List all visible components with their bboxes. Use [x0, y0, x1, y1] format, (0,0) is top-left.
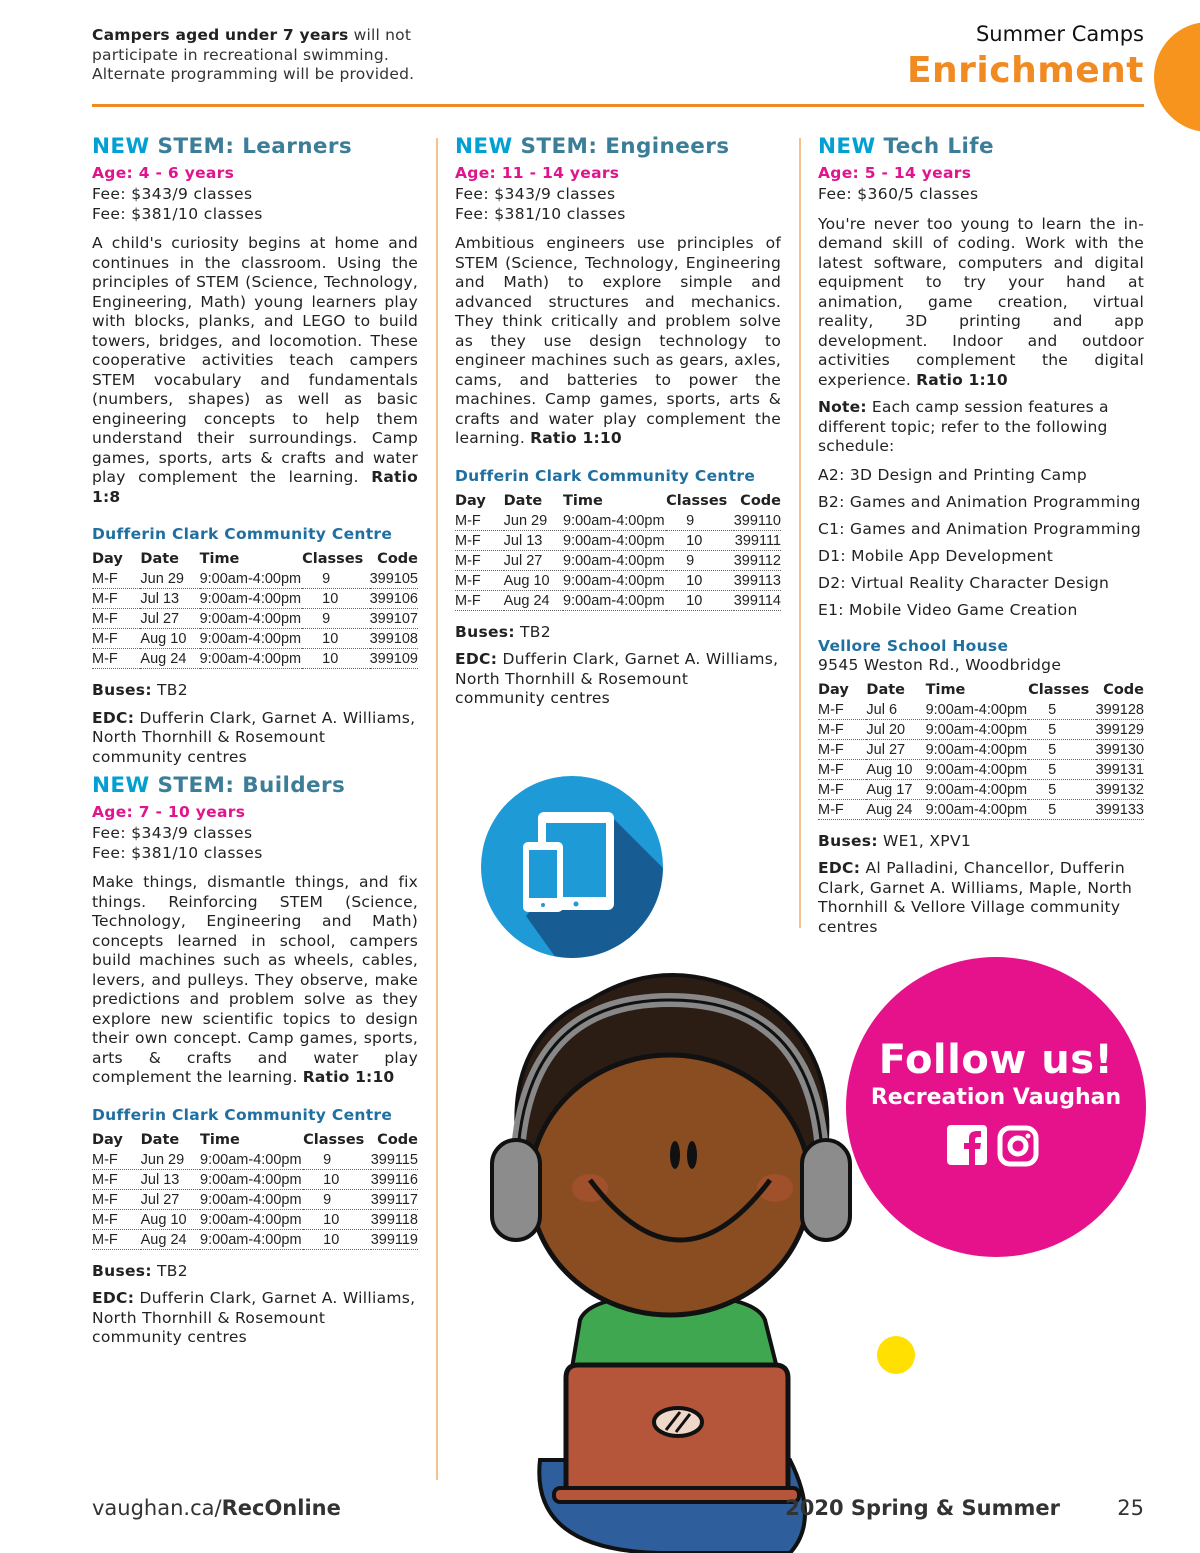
table-cell: 399109: [370, 649, 418, 669]
column-header: Day: [92, 1131, 123, 1148]
table-row: [92, 589, 418, 609]
techlife-buses: [818, 832, 1144, 852]
table-cell: M-F: [455, 530, 504, 550]
column-divider-2: [799, 138, 801, 928]
title-text: STEM: Engineers: [512, 134, 730, 159]
table-cell: 9:00am-4:00pm: [925, 701, 1028, 718]
column-header: Time: [563, 492, 603, 509]
table-cell: Jun 29: [141, 1150, 200, 1170]
edc-value: Dufferin Clark, Garnet A. Williams, North Thornhill & Rosemount community centres: [455, 650, 779, 707]
techlife-section: [818, 134, 1144, 937]
table-cell: Aug 24: [866, 799, 925, 819]
table-row: [92, 1150, 418, 1170]
table-cell: Jul 13: [140, 589, 199, 609]
new-tag: NEW: [818, 134, 876, 159]
column-header: Classes: [303, 1131, 365, 1148]
description-text: A child's curiosity begins at home and continues in the classroom. Using the principles of STEM (Science, Technology, Engineering, Math) young learners play with blocks, planks, and LEGO to build towers, bridges, and locomotion. These cooperative activities teach campers STEM vocabulary and fundamentals (numbers, shapes) as well as basic engineering concepts to help them understand their surroundings. Camp games, sports, arts & crafts and water play complement the learning.: [92, 234, 418, 486]
buses-label: Buses:: [92, 1261, 152, 1280]
table-cell: 399110: [733, 512, 781, 529]
topic-item: B2: Games and Animation Programming: [818, 492, 1141, 511]
fee-line: Fee: $343/9 classes: [92, 185, 253, 203]
table-header-row: [92, 1132, 418, 1150]
builders-age: Age: 7 - 10 years: [92, 803, 246, 821]
new-tag: NEW: [92, 773, 150, 798]
table-row: [92, 569, 418, 589]
table-cell: 399128: [1095, 701, 1144, 718]
table-cell: 10: [302, 649, 369, 669]
table-cell: 399129: [1096, 719, 1144, 739]
column-header: Classes: [666, 492, 728, 509]
table-cell: M-F: [92, 1209, 141, 1229]
table-cell: M-F: [818, 799, 866, 819]
edc-label: EDC:: [818, 859, 861, 877]
column-header: Time: [199, 551, 240, 567]
buses-label: Buses:: [818, 831, 878, 850]
table-cell: 399118: [371, 1209, 418, 1229]
edc-label: EDC:: [92, 1289, 135, 1307]
title-text: STEM: Builders: [149, 773, 346, 798]
engineers-schedule-table: [455, 493, 781, 611]
column-header: Code: [740, 492, 781, 509]
builders-location: Dufferin Clark Community Centre: [92, 1105, 393, 1124]
table-row: [455, 511, 781, 531]
table-cell: Aug 24: [140, 649, 199, 669]
new-tag: NEW: [455, 134, 513, 159]
note-text: will not participate in recreational swimming. Alternate programming will be provided.: [92, 26, 415, 83]
description-text: Ambitious engineers use principles of STEM (Science, Technology, Engineering and Math) to explore simple and advanced structures and mechanics. They think critically and problem solve as they use design technology to engineer machines such as gears, axles, cams, and batteries to power the machines. Camp games, sports, arts & crafts and water play complement the learning.: [455, 234, 781, 447]
column-header: Code: [377, 1131, 418, 1148]
table-cell: M-F: [818, 719, 866, 739]
builders-title: [92, 773, 418, 799]
devices-illustration: [481, 776, 663, 958]
table-cell: M-F: [818, 759, 866, 779]
builders-edc: [92, 1289, 418, 1348]
learners-schedule-table: [92, 551, 418, 669]
table-cell: 9:00am-4:00pm: [200, 1229, 303, 1249]
table-row: [92, 1209, 418, 1229]
page-number: 25: [1117, 1496, 1144, 1520]
table-cell: M-F: [92, 569, 140, 589]
table-cell: Jul 27: [141, 1189, 200, 1209]
table-cell: 399107: [370, 609, 418, 629]
table-cell: M-F: [92, 1229, 141, 1249]
engineers-location: Dufferin Clark Community Centre: [455, 466, 756, 485]
table-cell: M-F: [92, 1189, 141, 1209]
table-row: [818, 799, 1144, 819]
table-cell: 9:00am-4:00pm: [563, 512, 665, 529]
table-cell: 399130: [1096, 739, 1144, 759]
table-cell: Jul 27: [866, 739, 925, 759]
table-cell: 9:00am-4:00pm: [200, 1151, 302, 1168]
table-cell: 5: [1028, 719, 1095, 739]
techlife-address: 9545 Weston Rd., Woodbridge: [818, 655, 1062, 674]
column-header: Time: [925, 681, 966, 698]
table-cell: 9: [302, 569, 369, 589]
table-cell: Jul 27: [504, 550, 563, 570]
fee-line: Fee: $343/9 classes: [92, 824, 253, 842]
devices-icon: [481, 776, 663, 958]
table-row: [455, 590, 781, 610]
table-cell: 5: [1028, 759, 1095, 779]
techlife-title: [818, 134, 1144, 160]
table-cell: 9: [303, 1189, 371, 1209]
table-cell: M-F: [92, 629, 140, 649]
buses-label: Buses:: [92, 681, 152, 699]
buses-value: WE1, XPV1: [877, 831, 972, 850]
techlife-description: [818, 215, 1144, 391]
table-cell: 10: [666, 530, 734, 550]
topic-item: D1: Mobile App Development: [818, 546, 1054, 565]
table-cell: 399112: [734, 550, 781, 570]
table-row: [92, 649, 418, 669]
fee-line: Fee: $381/10 classes: [92, 843, 263, 862]
engineers-fees: [455, 185, 781, 224]
edc-value: Dufferin Clark, Garnet A. Williams, North Thornhill & Rosemount community centres: [92, 1289, 416, 1346]
table-cell: Jul 20: [866, 719, 925, 739]
table-cell: 9:00am-4:00pm: [563, 530, 666, 550]
facebook-icon[interactable]: [947, 1125, 991, 1167]
buses-value: TB2: [151, 681, 188, 699]
table-cell: Aug 24: [504, 590, 563, 610]
table-row: [92, 629, 418, 649]
table-row: [818, 700, 1144, 720]
table-cell: 9:00am-4:00pm: [200, 629, 303, 649]
table-cell: M-F: [92, 589, 140, 609]
learners-buses: [92, 681, 418, 701]
table-cell: 9:00am-4:00pm: [199, 571, 302, 587]
table-cell: 9: [666, 511, 734, 531]
table-cell: 399115: [370, 1151, 418, 1168]
table-cell: 5: [1028, 739, 1095, 759]
techlife-age: Age: 5 - 14 years: [818, 164, 972, 182]
table-cell: Aug 10: [140, 629, 199, 649]
engineers-buses: [455, 623, 781, 643]
description-text: Make things, dismantle things, and fix things. Reinforcing STEM (Science, Technology, Engineering and Math) concepts learned in school, campers build machines such as wheels, cables, levers, and pulleys. They observe, make predictions and problem solve as they explore new scientific topics to design their own concept. Camp games, sports, arts & crafts and water play complement the learning.: [92, 873, 418, 1086]
follow-subtitle: Recreation Vaughan: [870, 1085, 1122, 1110]
table-cell: 399114: [734, 590, 781, 610]
learners-age: Age: 4 - 6 years: [92, 164, 235, 182]
new-tag: NEW: [92, 134, 150, 159]
learners-edc: [92, 709, 418, 768]
note-bold-text: Campers aged under 7 years: [92, 26, 349, 44]
learners-location: Dufferin Clark Community Centre: [92, 525, 393, 543]
table-cell: M-F: [455, 570, 504, 590]
decorative-yellow-dot: [877, 1336, 915, 1374]
instagram-icon[interactable]: [997, 1125, 1039, 1167]
table-cell: 9:00am-4:00pm: [200, 1189, 303, 1209]
url-bold: RecOnline: [221, 1496, 341, 1520]
table-cell: 9:00am-4:00pm: [563, 550, 666, 570]
table-row: [455, 530, 781, 550]
note-text: Each camp session features a different topic; refer to the following schedule:: [818, 398, 1109, 455]
column-header: Day: [455, 492, 486, 509]
table-cell: 5: [1028, 779, 1095, 799]
table-cell: 9:00am-4:00pm: [926, 779, 1029, 799]
ratio: Ratio 1:10: [916, 370, 1008, 389]
table-cell: 9:00am-4:00pm: [200, 1169, 303, 1189]
table-cell: 399131: [1096, 759, 1144, 779]
table-cell: 10: [302, 629, 369, 649]
title-text: STEM: Learners: [149, 134, 353, 159]
learners-description: [92, 234, 418, 507]
builders-buses: [92, 1262, 418, 1282]
techlife-fees: [818, 185, 1144, 205]
edc-label: EDC:: [455, 650, 498, 668]
note-label: Note:: [818, 398, 867, 416]
kid-with-laptop-illustration: [470, 960, 870, 1553]
table-cell: Aug 17: [866, 779, 925, 799]
table-row: [818, 759, 1144, 779]
column-header: Date: [140, 1131, 180, 1148]
topic-item: C1: Games and Animation Programming: [818, 519, 1141, 538]
table-cell: 10: [303, 1229, 371, 1249]
header-rule: [92, 104, 1144, 107]
table-cell: M-F: [92, 609, 140, 629]
column-header: Date: [866, 681, 906, 698]
column-header: Date: [503, 492, 543, 509]
table-cell: M-F: [818, 700, 866, 720]
table-cell: 399113: [734, 570, 781, 590]
table-cell: 399116: [371, 1169, 418, 1189]
follow-us-badge: [846, 957, 1146, 1257]
engineers-title: [455, 134, 781, 160]
buses-value: TB2: [151, 1261, 188, 1280]
table-cell: Jun 29: [140, 569, 199, 589]
builders-fees: [92, 824, 418, 863]
table-cell: 10: [666, 570, 734, 590]
column-header: Day: [92, 551, 123, 567]
table-cell: 10: [666, 590, 734, 610]
table-cell: M-F: [92, 1150, 141, 1170]
table-cell: 399111: [734, 530, 781, 550]
table-cell: M-F: [92, 1169, 141, 1189]
table-cell: M-F: [455, 550, 504, 570]
builders-schedule-table: [92, 1132, 418, 1250]
footer-edition: 2020 Spring & Summer: [785, 1496, 1060, 1520]
engineers-section: [455, 134, 781, 709]
techlife-topic-list: [818, 466, 1144, 619]
techlife-edc: [818, 859, 1144, 937]
table-cell: M-F: [92, 649, 140, 669]
table-cell: 399105: [369, 571, 418, 587]
buses-label: Buses:: [455, 622, 515, 641]
edc-label: EDC:: [92, 708, 135, 727]
table-row: [818, 719, 1144, 739]
table-header-row: [818, 682, 1144, 700]
edc-value: Dufferin Clark, Garnet A. Williams, North Thornhill & Rosemount community centres: [92, 708, 416, 766]
table-cell: 9: [303, 1150, 371, 1170]
techlife-location: Vellore School House: [818, 636, 1009, 655]
column-header: Code: [1103, 681, 1144, 698]
table-cell: 9: [302, 609, 369, 629]
table-cell: Aug 10: [504, 570, 563, 590]
table-cell: 9:00am-4:00pm: [926, 759, 1029, 779]
column-divider-1: [436, 138, 438, 1480]
builders-section: [92, 773, 418, 1348]
techlife-schedule-table: [818, 682, 1144, 820]
table-cell: Jul 27: [140, 609, 199, 629]
edc-value: Al Palladini, Chancellor, Dufferin Clark, Garnet A. Williams, Maple, North Thornhill & Vellore Village community centres: [818, 859, 1133, 936]
column-header: Code: [377, 551, 418, 567]
learners-fees: [92, 185, 418, 224]
table-cell: M-F: [818, 739, 866, 759]
table-cell: Jul 13: [504, 530, 563, 550]
column-header: Date: [140, 551, 180, 567]
table-cell: 9:00am-4:00pm: [926, 739, 1029, 759]
url-prefix: vaughan.ca/: [92, 1496, 222, 1520]
learners-title: [92, 134, 418, 160]
column-header: Time: [200, 1131, 240, 1148]
table-cell: Jun 29: [504, 511, 563, 531]
engineers-description: [455, 234, 781, 449]
fee-line: Fee: $381/10 classes: [455, 204, 626, 223]
table-header-row: [92, 551, 418, 569]
topic-item: E1: Mobile Video Game Creation: [818, 600, 1078, 619]
table-cell: 9:00am-4:00pm: [200, 589, 303, 609]
table-cell: 399106: [370, 589, 418, 609]
table-cell: 9: [666, 550, 734, 570]
table-cell: Aug 24: [141, 1229, 200, 1249]
column-header: Classes: [1028, 681, 1090, 698]
table-header-row: [455, 493, 781, 511]
section-label: Summer Camps: [975, 22, 1144, 46]
table-cell: 10: [303, 1169, 371, 1189]
column-header: Day: [818, 681, 849, 698]
description-text: You're never too young to learn the in-demand skill of coding. Work with the latest software, computers and digital equipment to try your hand at animation, game creation, virtual reality, 3D printing and app development. Indoor and outdoor activities complement the digital experience.: [818, 214, 1144, 389]
table-cell: 399133: [1096, 799, 1144, 819]
table-cell: 10: [302, 589, 369, 609]
table-cell: 9:00am-4:00pm: [200, 649, 303, 669]
engineers-age: Age: 11 - 14 years: [455, 164, 620, 182]
table-row: [92, 1229, 418, 1249]
engineers-edc: [455, 650, 781, 709]
table-row: [92, 1169, 418, 1189]
topic-item: D2: Virtual Reality Character Design: [818, 573, 1110, 592]
buses-value: TB2: [514, 622, 551, 641]
title-text: Tech Life: [875, 134, 995, 159]
table-row: [818, 779, 1144, 799]
topic-item: A2: 3D Design and Printing Camp: [818, 465, 1087, 484]
techlife-note: [818, 398, 1144, 457]
table-cell: 9:00am-4:00pm: [563, 570, 666, 590]
table-row: [92, 609, 418, 629]
column-header: Classes: [302, 551, 364, 567]
decorative-orange-circle: [1154, 22, 1200, 132]
table-cell: M-F: [455, 511, 504, 531]
ratio: Ratio 1:10: [530, 429, 622, 447]
table-cell: 399119: [371, 1229, 418, 1249]
table-row: [92, 1189, 418, 1209]
page-title: Enrichment: [906, 50, 1144, 91]
table-cell: Aug 10: [866, 759, 925, 779]
fee-line: Fee: $360/5 classes: [818, 185, 979, 203]
ratio: Ratio 1:10: [302, 1068, 395, 1086]
table-cell: 9:00am-4:00pm: [200, 1209, 303, 1229]
table-cell: 5: [1028, 799, 1095, 819]
follow-title: Follow us!: [878, 1037, 1114, 1083]
table-cell: 399108: [370, 629, 418, 649]
learners-section: [92, 134, 418, 767]
table-cell: 9:00am-4:00pm: [563, 590, 666, 610]
swimming-note: [92, 26, 452, 85]
table-cell: Aug 10: [141, 1209, 200, 1229]
table-row: [818, 739, 1144, 759]
table-cell: 9:00am-4:00pm: [926, 719, 1029, 739]
ratio: Ratio 1:8: [92, 468, 418, 506]
fee-line: Fee: $343/9 classes: [455, 185, 616, 203]
table-cell: M-F: [818, 779, 866, 799]
table-row: [455, 570, 781, 590]
footer-url[interactable]: [92, 1496, 341, 1520]
table-cell: 10: [303, 1209, 371, 1229]
table-cell: Jul 13: [141, 1169, 200, 1189]
table-cell: 399132: [1096, 779, 1144, 799]
table-cell: 399117: [371, 1189, 418, 1209]
fee-line: Fee: $381/10 classes: [92, 204, 263, 223]
table-cell: 9:00am-4:00pm: [200, 609, 303, 629]
table-cell: Jul 6: [866, 700, 925, 720]
table-cell: 5: [1028, 700, 1095, 720]
table-row: [455, 550, 781, 570]
table-cell: 9:00am-4:00pm: [926, 799, 1029, 819]
table-cell: M-F: [455, 590, 504, 610]
builders-description: [92, 873, 418, 1088]
